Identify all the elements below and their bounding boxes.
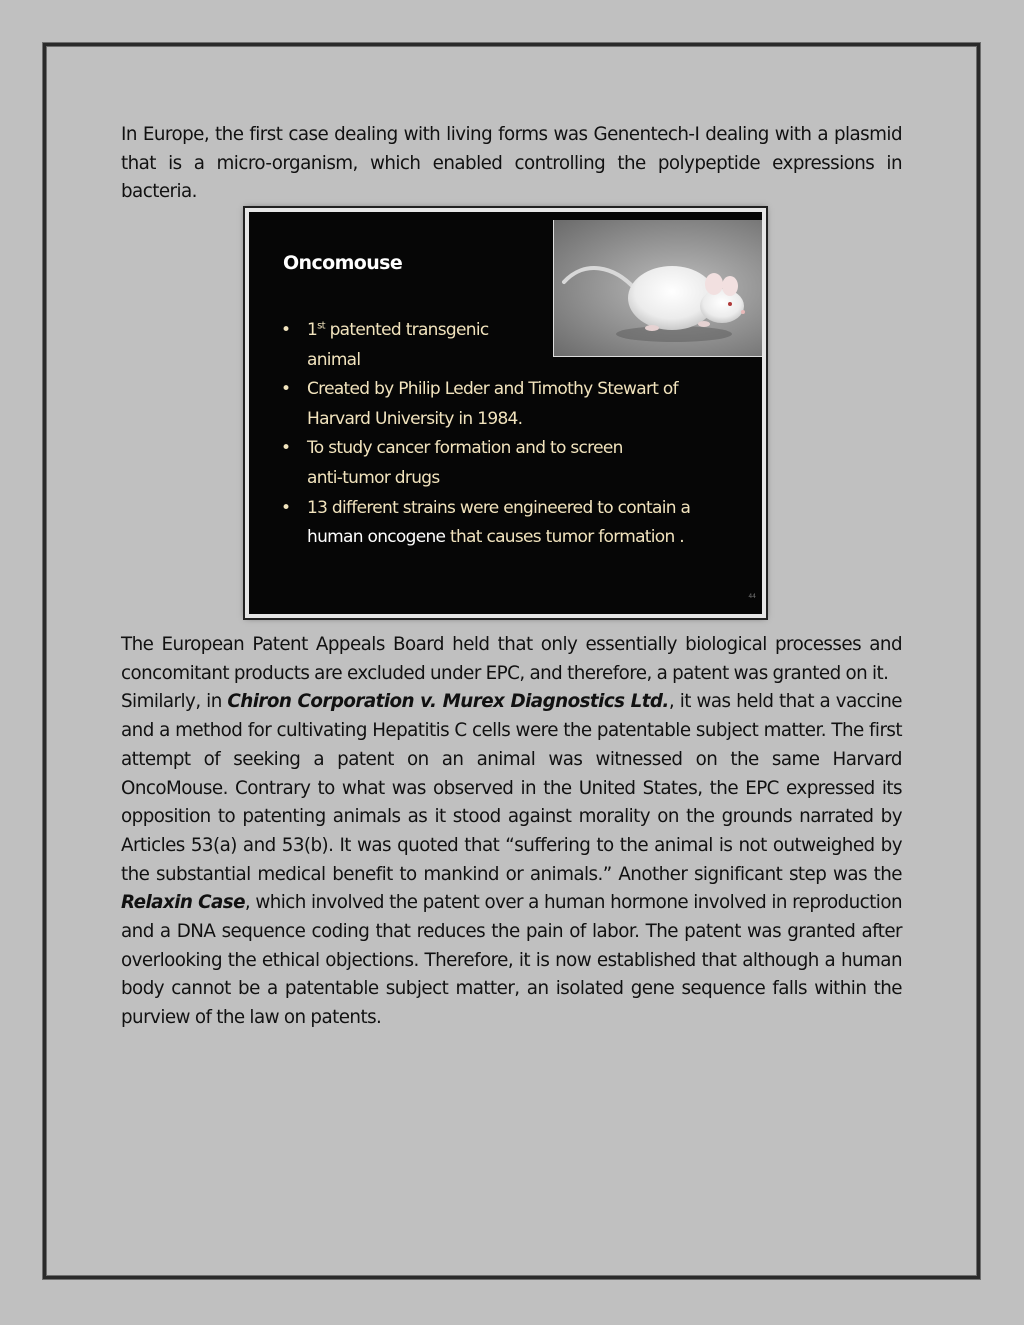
bullet2-line1: Created by Philip Leder and Timothy Stewart of	[307, 379, 678, 400]
bullet3-line1: To study cancer formation and to screen	[307, 438, 623, 459]
slide-bullet-list	[279, 316, 759, 553]
bullet-marker: •	[281, 497, 291, 518]
bullet1-text-cont: patented transgenic	[324, 320, 489, 340]
slide-bullet-3	[279, 434, 759, 493]
relaxin-text: , which involved the patent over a human hormone involved in reproduction and a DNA sequence coding that reduces the pain of labor. The patent was granted after overlooking the ethical objections. Therefore, it is now established that although a human body cannot be a patentable subject matter, an isolated gene sequence falls within the purview of the law on patents.	[121, 892, 902, 1029]
bullet1-line2: animal	[307, 349, 361, 370]
case-name-chiron: Chiron Corporation v. Murex Diagnostics Ltd.	[227, 691, 669, 713]
slide-bullet-4	[279, 494, 759, 553]
intro-paragraph: In Europe, the first case dealing with living forms was Genentech-I dealing with a plasmid that is a micro-organism, which enabled controlling the polypeptide expressions in bacteria.	[121, 124, 902, 203]
bullet4-line1: 13 different strains were engineered to contain a	[307, 497, 691, 518]
bullet4-line2: that causes tumor formation .	[445, 527, 684, 548]
bullet1-text: 1	[307, 320, 318, 340]
slide-bullet-2	[279, 375, 759, 434]
slide-title: Oncomouse	[283, 252, 403, 274]
bullet-marker: •	[281, 379, 291, 400]
bullet3-line2: anti-tumor drugs	[307, 467, 440, 488]
bullet1-superscript: st	[317, 320, 325, 332]
bullet4-line2-highlight: human oncogene	[307, 527, 446, 548]
slide-number: 44	[748, 593, 756, 600]
similarly-text: Similarly, in	[121, 691, 228, 713]
case-name-relaxin: Relaxin Case	[121, 892, 245, 914]
chiron-text: , it was held that a vaccine and a method for cultivating Hepatitis C cells were the patentable subject matter. The first attempt of seeking a patent on an animal was witnessed on the same Harvard OncoMouse. Contrary to what was observed in the United States, the EPC expressed its opposition to patenting animals as it stood against morality on the grounds narrated by Articles 53(a) and 53(b). It was quoted that “suffering to the animal is not outweighed by the substantial medical benefit to mankind or animals.” Another significant step was the	[121, 691, 902, 885]
bullet2-line2: Harvard University in 1984.	[307, 408, 523, 429]
epc-paragraph-text: The European Patent Appeals Board held that only essentially biological processes and concomitant products are excluded under EPC, and therefore, a patent was granted on it.	[121, 634, 902, 684]
body-paragraph	[121, 631, 902, 1033]
bullet-marker: •	[281, 320, 291, 340]
slide-bullet-1	[279, 316, 759, 375]
oncomouse-slide-image	[245, 208, 766, 618]
bullet-marker: •	[281, 438, 291, 459]
